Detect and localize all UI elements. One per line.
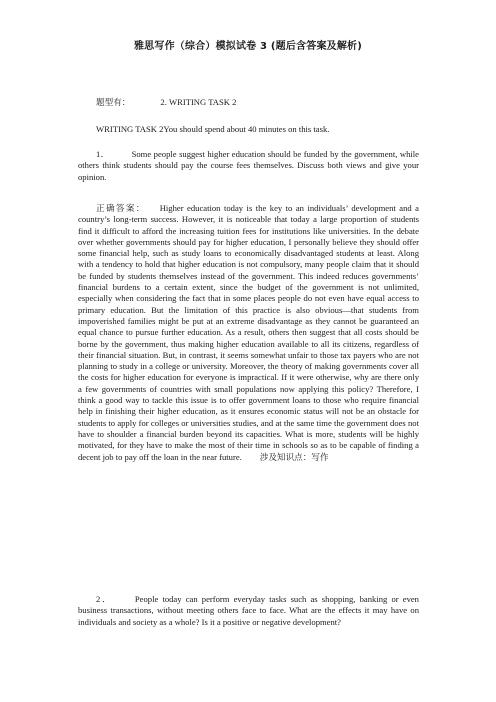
page-title: 雅思写作（综合）模拟试卷 3 (题后含答案及解析) bbox=[133, 41, 363, 52]
answer-text: Higher education today is the key to an individuals’ development and a country’s long-term success. However, it is noticeable that today a large proportion of students find it difficult to afford the increasing tuition fees for institutions like universities. In the debate over whether governments should pay for higher education, I personally believe they should offer some financial help, such as study loans to economically disadvantaged students at least. Along with a tendency to hold that higher education is not compulsory, many people claim that it should be funded by students themselves instead of the government. This indeed reduces governments’ financial burdens to a certain extent, since the budget of the government is not unlimited, especially when considering the fact that in some places people do not even have equal access to primary education. But the limitation of this practice is also obvious—that students from impoverished families might be put at an extreme disadvantage as they cannot be guaranteed an equal chance to pursue further education. As a result, others then suggest that all costs should be borne by the government, thus making higher education available to all its citizens, regardless of their financial situation. But, in contrast, it seems somewhat unfair to those tax payers who are not planning to study in a college or university. Moreover, the theory of making governments cover all the costs for higher education for everyone is impractical. If it were otherwise, why are there only a few governments of countries with small populations now applying this policy? Therefore, I think a good way to tackle this issue is to offer government loans to those who require financial help in finishing their higher education, as it ensures economic status will not be an obstacle for students to apply for colleges or universities studies, and at the same time the government does not have to shoulder a financial burden beyond its capacities. What is more, students will be highly motivated, for they have to make the most of their time in schools so as to be capable of finding a decent job to pay off the loan in the near future. bbox=[78, 203, 419, 462]
question-type-value: 2. WRITING TASK 2 bbox=[160, 97, 237, 107]
question-2-number: 2． bbox=[96, 594, 113, 604]
question-2-text: People today can perform everyday tasks such as shopping, banking or even business transactions, without meeting others face to face. What are the effects it may have on individuals and society as a whole? Is it a positive or negative development? bbox=[78, 594, 419, 627]
task-instruction: WRITING TASK 2You should spend about 40 minutes on this task. bbox=[96, 124, 330, 134]
question-1-text: Some people suggest higher education should be funded by the government, while others think students should pay the course fees themselves. Discuss both views and give your opinion. bbox=[78, 149, 419, 182]
knowledge-point: 涉及知识点：写作 bbox=[259, 451, 329, 462]
question-1-number: 1． bbox=[96, 149, 110, 159]
question-2 bbox=[78, 594, 419, 628]
answer-label: 正确答案： bbox=[96, 203, 146, 213]
question-type-label: 题型有： bbox=[96, 97, 131, 107]
answer-block bbox=[78, 203, 419, 463]
question-type-line bbox=[96, 96, 236, 108]
question-1 bbox=[78, 149, 419, 183]
